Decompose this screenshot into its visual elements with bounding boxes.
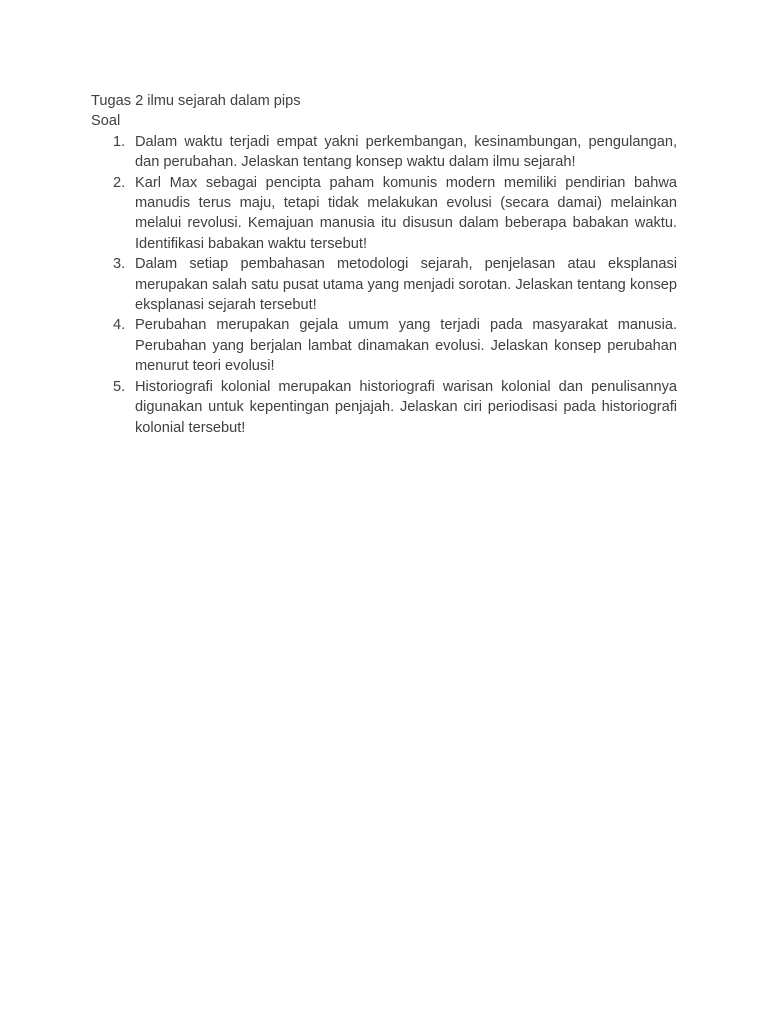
question-list: [91, 132, 677, 438]
question-item: [91, 173, 677, 255]
question-text: Dalam setiap pembahasan metodologi sejarah, penjelasan atau eksplanasi merupakan salah satu pusat utama yang menjadi sorotan. Jelaskan tentang konsep eksplanasi sejarah tersebut!: [135, 256, 677, 314]
question-item: [91, 254, 677, 315]
question-number: 2.: [113, 174, 126, 191]
question-text: Historiografi kolonial merupakan historiografi warisan kolonial dan penulisannya digunakan untuk kepentingan penjajah. Jelaskan ciri periodisasi pada historiografi kolonial tersebut!: [135, 378, 677, 436]
section-label: Soal: [91, 113, 121, 130]
question-item: [91, 315, 677, 376]
question-number: 1.: [113, 133, 126, 150]
question-number: 3.: [113, 256, 126, 273]
document-title: Tugas 2 ilmu sejarah dalam pips: [91, 93, 301, 109]
question-text: Perubahan merupakan gejala umum yang terjadi pada masyarakat manusia. Perubahan yang berjalan lambat dinamakan evolusi. Jelaskan konsep perubahan menurut teori evolusi!: [135, 317, 677, 375]
question-text: Dalam waktu terjadi empat yakni perkembangan, kesinambungan, pengulangan, dan perubahan. Jelaskan tentang konsep waktu dalam ilmu sejarah!: [135, 133, 677, 171]
question-item: [91, 377, 677, 438]
question-number: 4.: [113, 317, 126, 334]
document-page: [91, 91, 677, 438]
question-number: 5.: [113, 378, 126, 395]
question-item: [91, 132, 677, 173]
question-text: Karl Max sebagai pencipta paham komunis modern memiliki pendirian bahwa manudis terus maju, tetapi tidak melakukan evolusi (secara damai) melainkan melalui revolusi. Kemajuan manusia itu disusun dalam beberapa babakan waktu. Identifikasi babakan waktu tersebut!: [135, 174, 677, 252]
